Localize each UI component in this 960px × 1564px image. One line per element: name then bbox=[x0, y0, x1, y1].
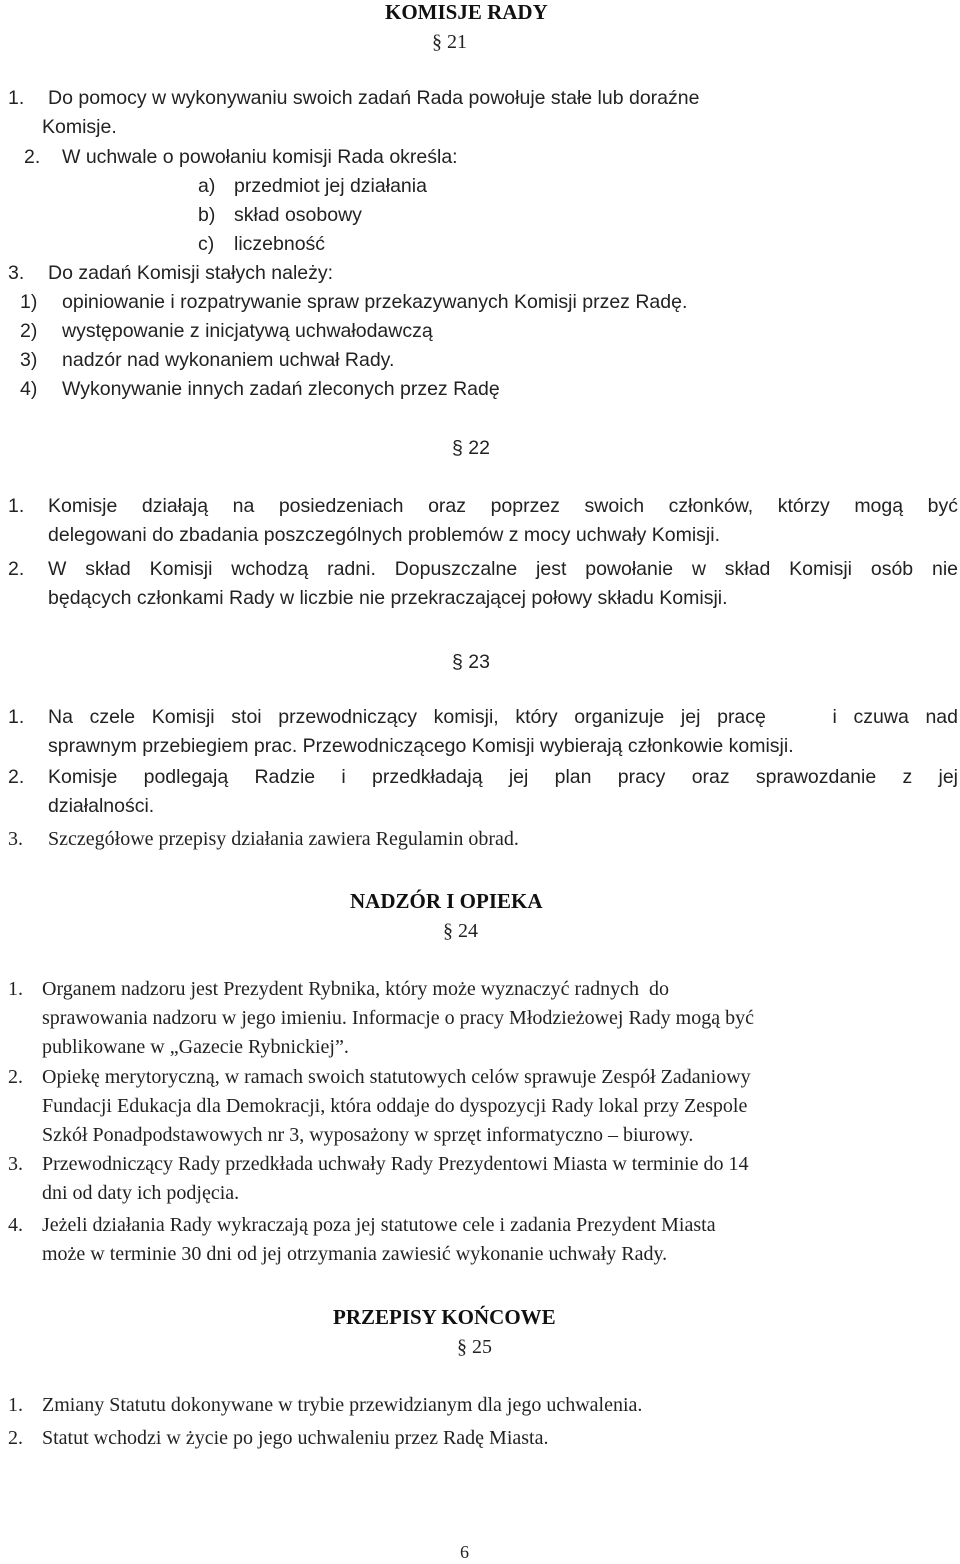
sub-item-marker: b) bbox=[198, 204, 216, 226]
sub-item-text: skład osobowy bbox=[234, 204, 362, 226]
sub-item-marker: 2) bbox=[20, 320, 38, 342]
paragraph-mark-22: § 22 bbox=[452, 437, 490, 459]
list-item-text: dni od daty ich podjęcia. bbox=[42, 1182, 240, 1204]
list-item-number: 3. bbox=[8, 262, 25, 284]
list-item-text: będących członkami Rady w liczbie nie przekraczającej połowy składu Komisji. bbox=[48, 587, 728, 609]
list-item-text: może w terminie 30 dni od jej otrzymania zawiesić wykonanie uchwały Rady. bbox=[42, 1243, 668, 1265]
list-item-number: 1. bbox=[8, 978, 23, 1000]
sub-item-marker: a) bbox=[198, 175, 216, 197]
section-heading-nadzor: NADZÓR I OPIEKA bbox=[350, 889, 543, 913]
sub-item-text: liczebność bbox=[234, 233, 326, 255]
list-item-number: 3. bbox=[8, 828, 23, 850]
list-item-text: Komisje podlegają Radzie i przedkładają jej plan pracy oraz sprawozdanie z jej bbox=[48, 766, 958, 788]
sub-item-marker: 3) bbox=[20, 349, 38, 371]
sub-item-text: nadzór nad wykonaniem uchwał Rady. bbox=[62, 349, 395, 371]
sub-item-text: przedmiot jej działania bbox=[234, 175, 427, 197]
sub-item-text: opiniowanie i rozpatrywanie spraw przekazywanych Komisji przez Radę. bbox=[62, 291, 688, 313]
list-item-text: Na czele Komisji stoi przewodniczący komisji, który organizuje jej pracę i czuwa nad bbox=[48, 706, 958, 728]
sub-item-marker: c) bbox=[198, 233, 215, 255]
list-item-number: 2. bbox=[8, 766, 25, 788]
list-item-text: Statut wchodzi w życie po jego uchwaleniu przez Radę Miasta. bbox=[42, 1427, 549, 1449]
list-item-text: Do zadań Komisji stałych należy: bbox=[48, 262, 334, 284]
list-item-text: Komisje. bbox=[42, 116, 117, 138]
list-item-number: 2. bbox=[8, 1427, 23, 1449]
paragraph-mark-21: § 21 bbox=[432, 31, 467, 53]
sub-item-marker: 1) bbox=[20, 291, 38, 313]
list-item-number: 2. bbox=[8, 1066, 23, 1088]
list-item-number: 1. bbox=[8, 706, 25, 728]
sub-item-text: Wykonywanie innych zadań zleconych przez Radę bbox=[62, 378, 500, 400]
list-item-text: działalności. bbox=[48, 795, 155, 817]
paragraph-mark-25: § 25 bbox=[457, 1336, 492, 1358]
list-item-text: Zmiany Statutu dokonywane w trybie przewidzianym dla jego uchwalenia. bbox=[42, 1394, 643, 1416]
page-number: 6 bbox=[460, 1542, 469, 1562]
list-item-text: sprawowania nadzoru w jego imieniu. Informacje o pracy Młodzieżowej Rady mogą być bbox=[42, 1007, 754, 1029]
section-heading-koncowe: PRZEPISY KOŃCOWE bbox=[333, 1305, 556, 1329]
list-item-text: Fundacji Edukacja dla Demokracji, która oddaje do dyspozycji Rady lokal przy Zespole bbox=[42, 1095, 748, 1117]
list-item-text: Opiekę merytoryczną, w ramach swoich statutowych celów sprawuje Zespół Zadaniowy bbox=[42, 1066, 751, 1088]
list-item-text: W uchwale o powołaniu komisji Rada określa: bbox=[62, 146, 458, 168]
list-item-text: Do pomocy w wykonywaniu swoich zadań Rada powołuje stałe lub doraźne bbox=[48, 87, 700, 109]
list-item-text: sprawnym przebiegiem prac. Przewodniczącego Komisji wybierają członkowie komisji. bbox=[48, 735, 794, 757]
section-heading-komisje: KOMISJE RADY bbox=[385, 0, 548, 24]
list-item-number: 1. bbox=[8, 495, 25, 517]
list-item-text: publikowane w „Gazecie Rybnickiej”. bbox=[42, 1036, 349, 1058]
list-item-text: delegowani do zbadania poszczególnych problemów z mocy uchwały Komisji. bbox=[48, 524, 721, 546]
sub-item-marker: 4) bbox=[20, 378, 38, 400]
paragraph-mark-24: § 24 bbox=[443, 920, 478, 942]
sub-item-text: występowanie z inicjatywą uchwałodawczą bbox=[62, 320, 433, 342]
list-item-text: Szkół Ponadpodstawowych nr 3, wyposażony w sprzęt informatyczno – biurowy. bbox=[42, 1124, 694, 1146]
paragraph-mark-23: § 23 bbox=[452, 651, 490, 673]
list-item-number: 1. bbox=[8, 1394, 23, 1416]
list-item-text: Organem nadzoru jest Prezydent Rybnika, który może wyznaczyć radnych do bbox=[42, 978, 669, 1000]
list-item-text: Jeżeli działania Rady wykraczają poza jej statutowe cele i zadania Prezydent Miasta bbox=[42, 1214, 716, 1236]
list-item-number: 2. bbox=[8, 558, 25, 580]
list-item-text: Szczegółowe przepisy działania zawiera Regulamin obrad. bbox=[48, 828, 519, 850]
list-item-text: Komisje działają na posiedzeniach oraz poprzez swoich członków, którzy mogą być bbox=[48, 495, 958, 517]
list-item-number: 2. bbox=[24, 146, 41, 168]
list-item-number: 3. bbox=[8, 1153, 23, 1175]
list-item-number: 1. bbox=[8, 87, 25, 109]
list-item-number: 4. bbox=[8, 1214, 23, 1236]
list-item-text: Przewodniczący Rady przedkłada uchwały Rady Prezydentowi Miasta w terminie do 14 bbox=[42, 1153, 749, 1175]
list-item-text: W skład Komisji wchodzą radni. Dopuszczalne jest powołanie w skład Komisji osób nie bbox=[48, 558, 958, 580]
